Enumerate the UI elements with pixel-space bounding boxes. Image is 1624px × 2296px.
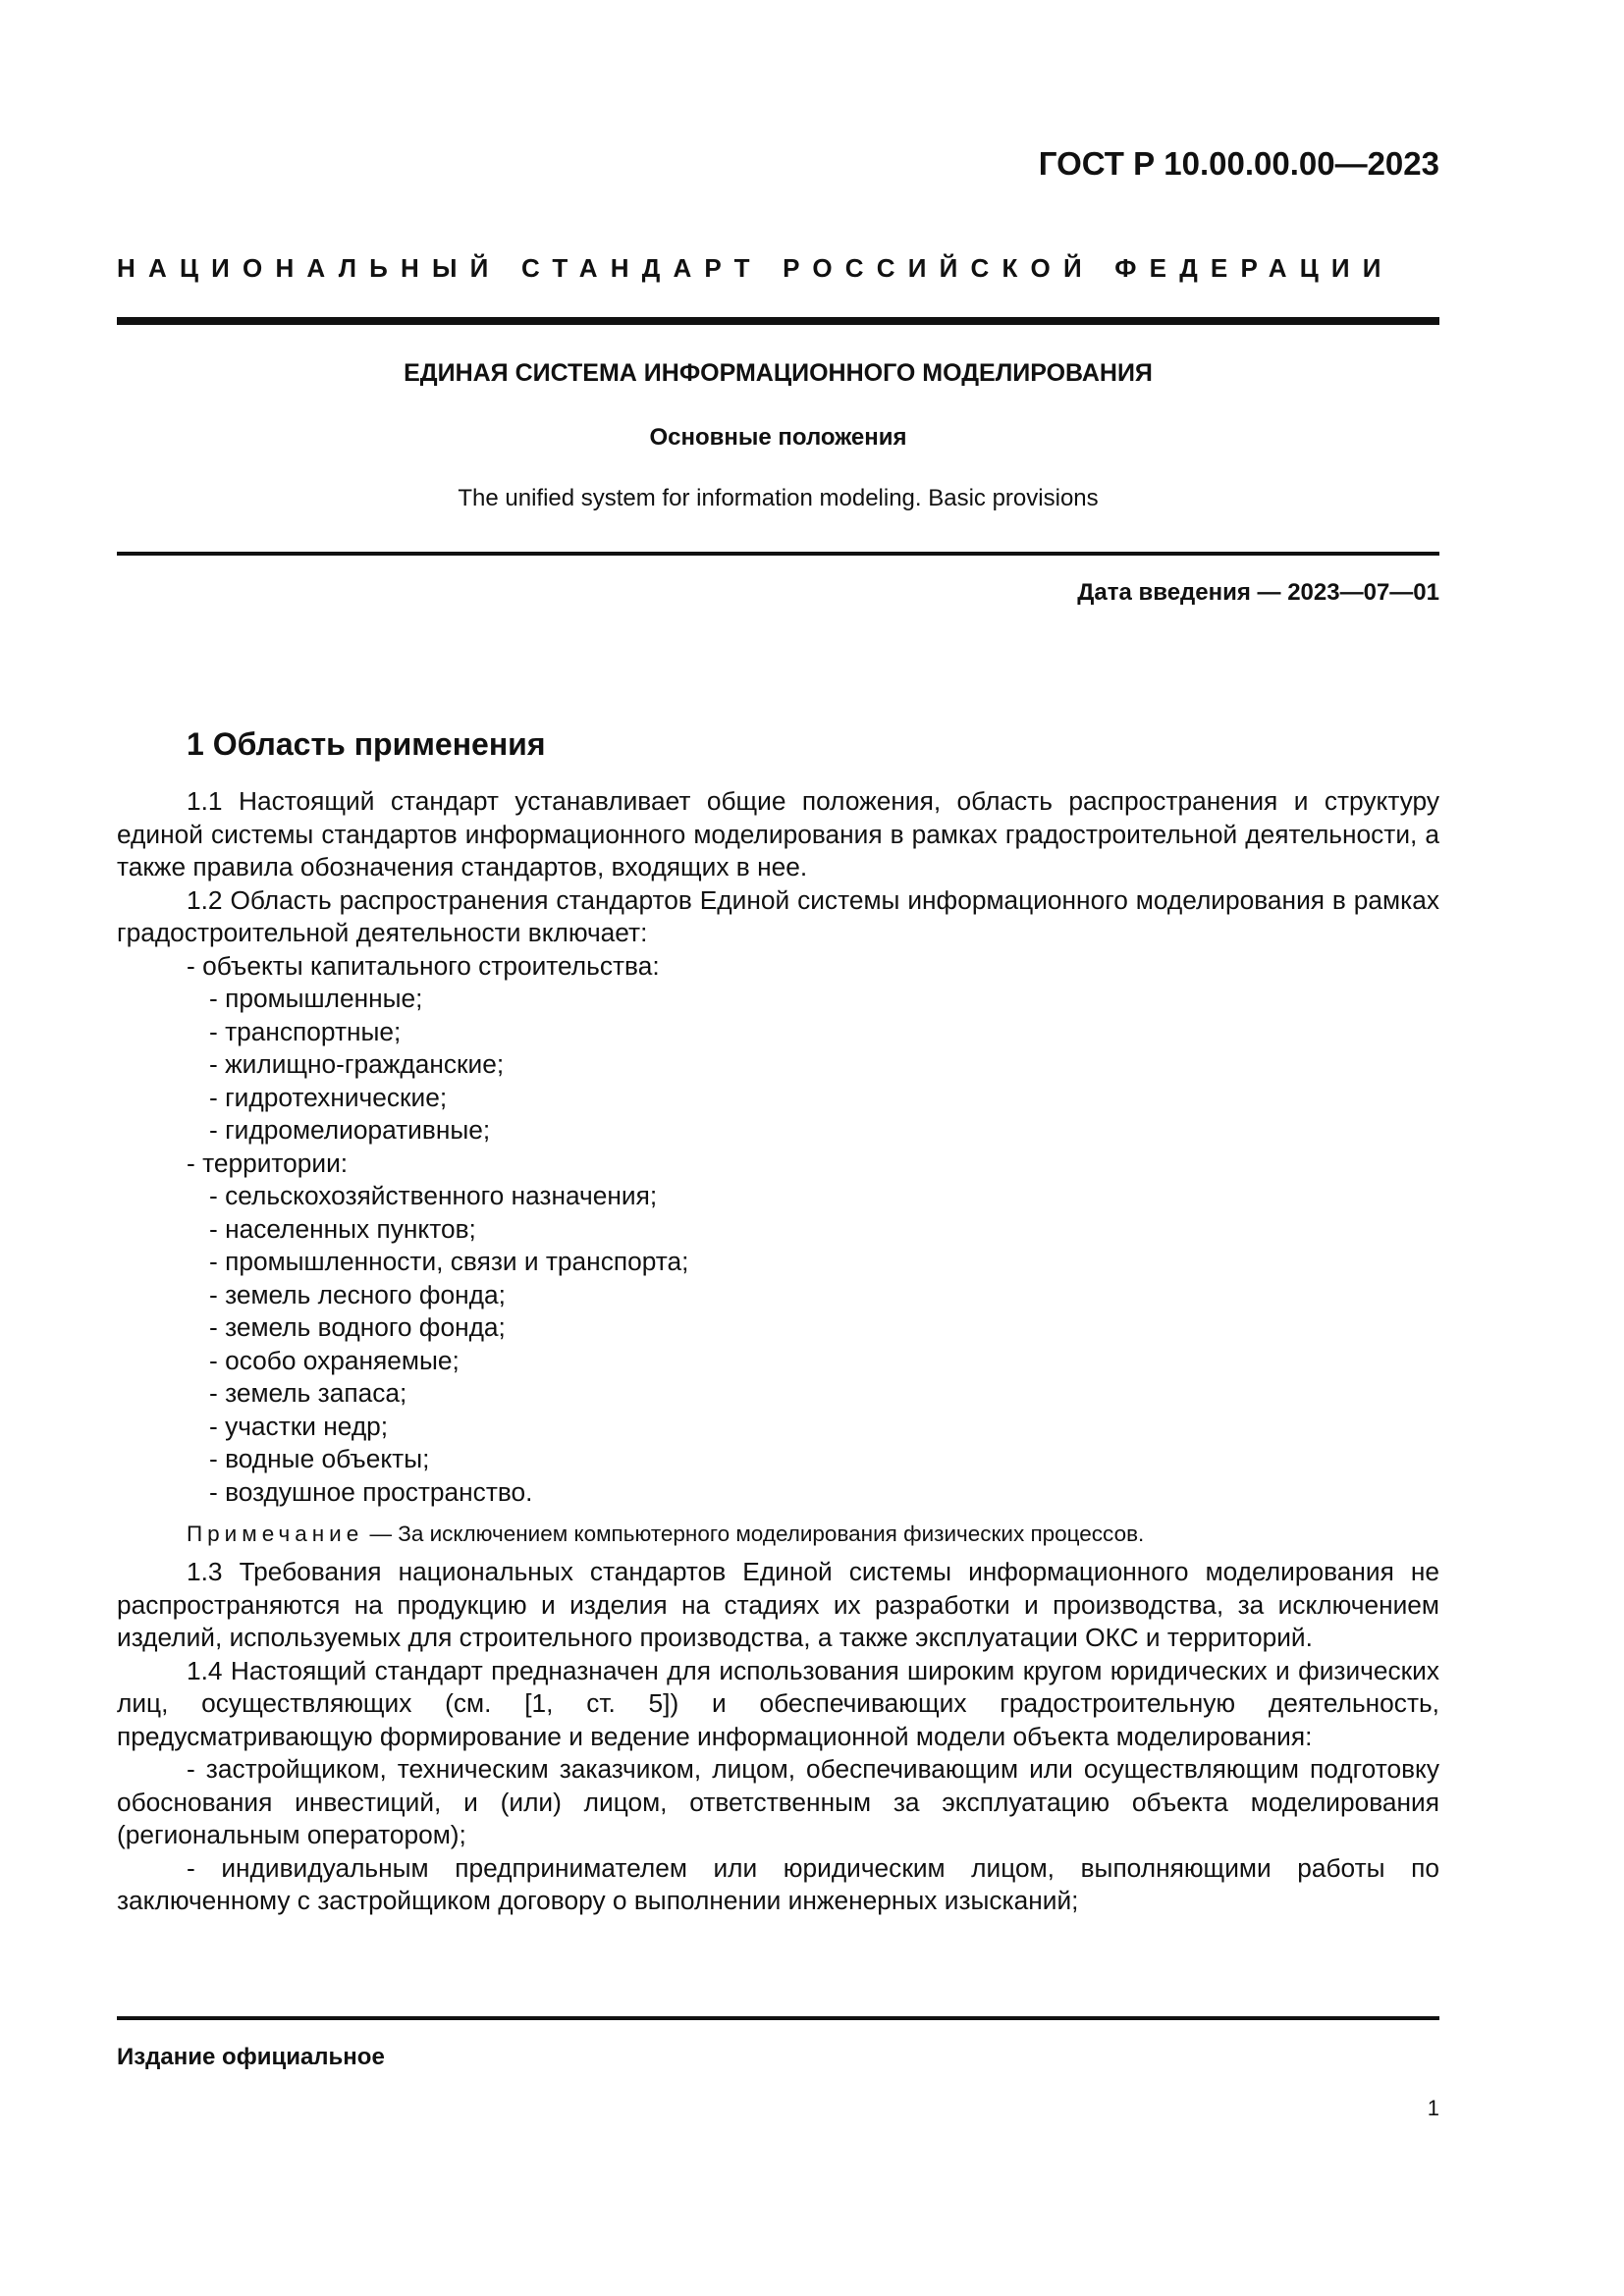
note-text: — За исключением компьютерного моделирования физических процессов. [363, 1522, 1145, 1546]
page-number: 1 [1427, 2096, 1439, 2120]
document-code: ГОСТ Р 10.00.00.00—2023 [1038, 145, 1439, 182]
list-item: - водные объекты; [117, 1443, 1439, 1476]
list-item: - земель лесного фонда; [117, 1279, 1439, 1312]
note-label: Примечание [187, 1522, 364, 1546]
list-item: - воздушное пространство. [117, 1476, 1439, 1510]
list-item: - сельскохозяйственного назначения; [117, 1180, 1439, 1213]
paragraph-1-3: 1.3 Требования национальных стандартов Единой системы информационного моделирования не распространяются на продукцию и изделия на стадиях их разработки и производства, за исключением изделий, используемых для строительного производства, а также эксплуатации ОКС и территорий. [117, 1557, 1439, 1652]
official-edition-label: Издание официальное [117, 2044, 385, 2070]
document-subtitle: Основные положения [649, 424, 907, 451]
paragraph-1-2: 1.2 Область распространения стандартов Единой системы информационного моделирования в рамках градостроительной деятельности включает: [117, 884, 1439, 947]
paragraph-1-1: 1.1 Настоящий стандарт устанавливает общие положения, область распространения и структуру единой системы стандартов информационного моделирования в рамках градостроительной деятельности, а также правила обозначения стандартов, входящих в нее. [117, 786, 1439, 881]
paragraph-1-4: 1.4 Настоящий стандарт предназначен для использования широким кругом юридических и физических лиц, осуществляющих (см. [1, ст. 5]) и обеспечивающих градостроительную деятельность, предусматривающую формирование и ведение информационной модели объекта моделирования: [117, 1655, 1439, 1751]
header-rule-thin [117, 552, 1439, 556]
footer-rule [117, 2016, 1439, 2020]
introduction-date: Дата введения — 2023—07—01 [1077, 579, 1439, 606]
list-item-objects: - объекты капитального строительства: [117, 950, 1439, 984]
list-item: - гидротехнические; [117, 1082, 1439, 1115]
list-item-territories: - территории: [117, 1148, 1439, 1181]
system-title: ЕДИНАЯ СИСТЕМА ИНФОРМАЦИОННОГО МОДЕЛИРОВАНИЯ [404, 359, 1153, 387]
list-item: - транспортные; [117, 1016, 1439, 1049]
paragraph-1-4-item-b: - индивидуальным предпринимателем или юридическим лицом, выполняющими работы по заключенному с застройщиком договору о выполнении инженерных изысканий; [117, 1852, 1439, 1918]
list-item: - промышленные; [117, 983, 1439, 1016]
english-title: The unified system for information modeling. Basic provisions [458, 485, 1099, 511]
section-heading: 1 Область применения [187, 726, 546, 762]
national-standard-banner: НАЦИОНАЛЬНЫЙ СТАНДАРТ РОССИЙСКОЙ ФЕДЕРАЦИИ [117, 253, 1394, 283]
list-item: - гидромелиоративные; [117, 1114, 1439, 1148]
header-rule-thick [117, 317, 1439, 325]
list-item: - земель водного фонда; [117, 1311, 1439, 1345]
section-body [117, 785, 1439, 1918]
list-item: - особо охраняемые; [117, 1345, 1439, 1378]
list-item: - участки недр; [117, 1411, 1439, 1444]
note [117, 1519, 1439, 1550]
list-item: - населенных пунктов; [117, 1213, 1439, 1247]
list-item: - промышленности, связи и транспорта; [117, 1246, 1439, 1279]
paragraph-1-4-item-a: - застройщиком, техническим заказчиком, лицом, обеспечивающим или осуществляющим подготовку обоснования инвестиций, и (или) лицом, ответственным за эксплуатацию объекта моделирования (региональным оператором); [117, 1753, 1439, 1852]
list-item: - жилищно-гражданские; [117, 1048, 1439, 1082]
scope-list [117, 950, 1439, 1510]
list-item: - земель запаса; [117, 1377, 1439, 1411]
